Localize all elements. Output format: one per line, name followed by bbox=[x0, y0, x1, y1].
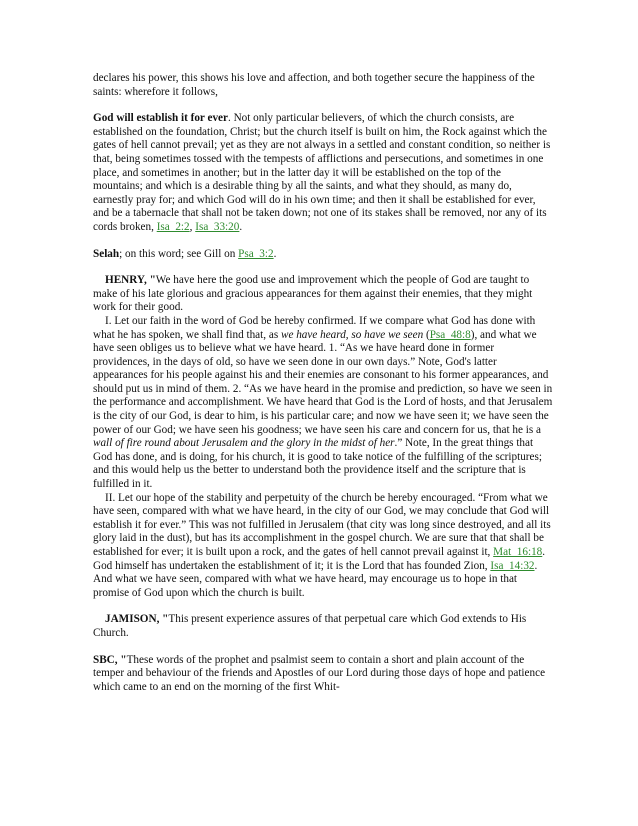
paragraph-jamison: JAMISON, "This present experience assures of that perpetual care which God extends to His Church. bbox=[93, 613, 527, 639]
link-psa-48-8[interactable]: Psa_48:8 bbox=[429, 328, 471, 341]
document-page bbox=[93, 72, 553, 694]
heading-selah: Selah bbox=[93, 247, 120, 260]
link-isa-33-20[interactable]: Isa_33:20 bbox=[195, 220, 240, 233]
link-mat-16-18[interactable]: Mat_16:18 bbox=[493, 546, 543, 558]
link-isa-2-2[interactable]: Isa_2:2 bbox=[156, 220, 190, 233]
paragraph-sbc: SBC, "These words of the prophet and psalmist seem to contain a short and plain account of the temper and behaviour of the friends and Apostles of our Lord during those days of hope and patience which came to an end on the morning of the first Whit- bbox=[93, 653, 546, 693]
paragraph-establish: God will establish it for ever. Not only particular believers, of which the church consists, are established on the foundation, Christ; but the church itself is built on him, the Rock against which the gates of hell cannot prevail; yet as they are not always in a settled and constant condition, so neither is that, being sometimes tossed with the tempests of afflictions and persecutions, and sometimes in one place, and sometimes in another; but in the latter day it will be established on the top of the mountains; and which is a desirable thing by all the saints, and what they should, as many do, earnestly pray for; and which God will do in his own time; and then it shall be established for ever, and be a tabernacle that shall not be taken down; not one of its stakes shall be removed, nor any of its cords broken, Isa_2:2, Isa_33:20. bbox=[93, 112, 551, 233]
link-psa-3-2[interactable]: Psa_3:2 bbox=[238, 247, 274, 260]
paragraph-selah: Selah; on this word; see Gill on Psa_3:2. bbox=[93, 247, 277, 260]
heading-jamison: JAMISON, " bbox=[105, 613, 169, 626]
heading-sbc: SBC, " bbox=[93, 653, 127, 666]
heading-henry: HENRY, " bbox=[105, 274, 156, 287]
paragraph-henry-point-2: II. Let our hope of the stability and perpetuity of the church be hereby encouraged. “From what we have seen, compared with what we have heard, in the city of our God, we may conclude that God will establish it for ever.” This was not fulfilled in Jerusalem (that city was long since destroyed, and all its glory laid in the dust), but has its accomplishment in the gospel church. We are sure that that shall be established for ever; it is built upon a rock, and the gates of hell cannot prevail against it, Mat_16:18. God himself has undertaken the establishment of it; it is the Lord that has founded Zion, Isa_14:32. And what we have seen, compared with what we have heard, may encourage us to hope in that promise of God upon which the church is built. bbox=[93, 491, 551, 599]
paragraph-intro: declares his power, this shows his love and affection, and both together secure the happiness of the saints: wherefore it follows, bbox=[93, 72, 535, 98]
link-isa-14-32[interactable]: Isa_14:32 bbox=[490, 559, 535, 572]
heading-establish: God will establish it for ever bbox=[93, 112, 228, 125]
paragraph-henry-point-1: I. Let our faith in the word of God be hereby confirmed. If we compare what God has done with what he has spoken, we shall find that, as we have heard, so have we seen (Psa_48:8), and what we have seen obliges us to believe what we have heard. 1. “As we have heard done in former providences, in the days of old, so have we seen done in our own days.” Note, God's latter appearances for his people against his and their enemies are consonant to his former appearances, and should put us in mind of them. 2. “As we have heard in the promise and prediction, so have we seen in the performance and accomplishment. We have heard that God is the Lord of hosts, and that Jerusalem is the city of our God, is dear to him, is his particular care; and now we have seen it; we have seen the power of our God; we have seen his goodness; we have seen his care and concern for us, that he is a wall of fire round about Jerusalem and the glory in the midst of her.” Note, In the great things that God has done, and is doing, for his church, it is good to take notice of the fulfilling of the scriptures; and this would help us the better to understand both the providence itself and the scripture that is fulfilled in it. bbox=[93, 314, 553, 491]
paragraph-henry: HENRY, "We have here the good use and improvement which the people of God are taught to make of his late glorious and gracious appearances for them against their enemies, that they might work for their good. bbox=[93, 274, 533, 314]
